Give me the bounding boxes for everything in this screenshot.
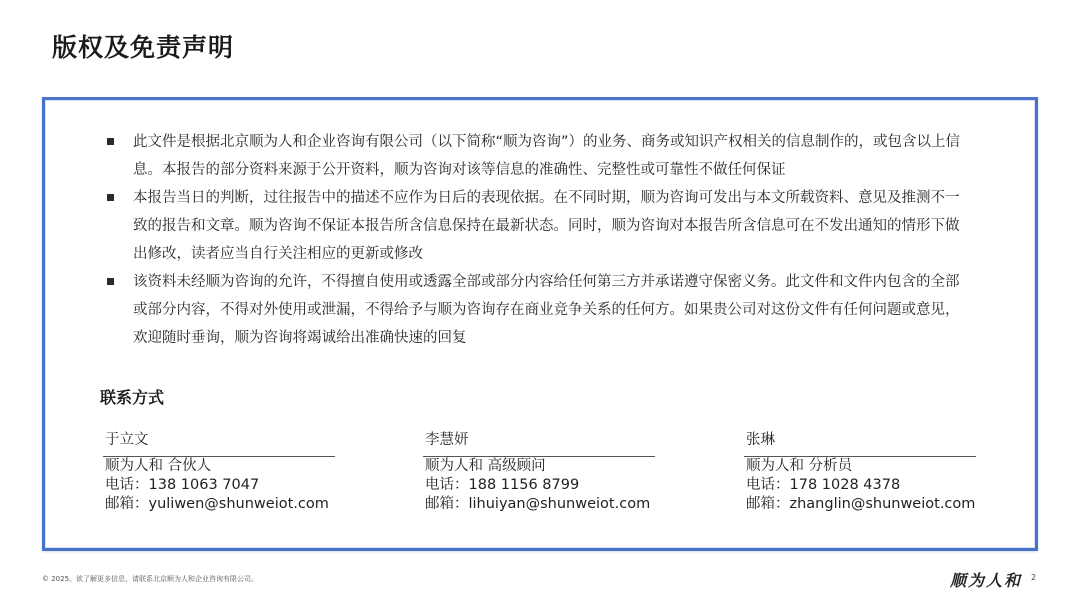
contact-card: [423, 430, 655, 514]
disclaimer-text: 本报告当日的判断，过往报告中的描述不应作为日后的表现依据。在不同时期，顺为咨询可发出与本文所载资料、意见及推测不一致的报告和文章。顺为咨询不保证本报告所含信息保持在最新状态。同时，顺为咨询对本报告所含信息可在不发出通知的情形下做出修改，读者应当自行关注相应的更新或修改: [133, 190, 960, 262]
contact-card: [103, 430, 335, 514]
contact-role: 顺为人和 合伙人: [105, 458, 212, 474]
contact-phone: 电话：188 1156 8799: [425, 477, 580, 493]
contact-email[interactable]: 邮箱：zhanglin@shunweiot.com: [746, 496, 976, 512]
contact-name: 于立文: [103, 430, 335, 457]
company-logo: 顺为人和: [950, 571, 1023, 590]
contact-email[interactable]: 邮箱：lihuiyan@shunweiot.com: [425, 496, 651, 512]
contact-email[interactable]: 邮箱：yuliwen@shunweiot.com: [105, 496, 329, 512]
square-bullet-icon: [107, 278, 114, 285]
contact-name: 张琳: [744, 430, 976, 457]
contact-role: 顺为人和 高级顾问: [425, 458, 546, 474]
square-bullet-icon: [107, 194, 114, 201]
disclaimer-frame: [42, 97, 1038, 551]
contact-name: 李慧妍: [423, 430, 655, 457]
page-title: 版权及免责声明: [52, 33, 235, 62]
disclaimer-text: 此文件是根据北京顺为人和企业咨询有限公司（以下简称“顺为咨询”）的业务、商务或知识产权相关的信息制作的，或包含以上信息。本报告的部分资料来源于公开资料，顺为咨询对该等信息的准确性、完整性或可靠性不做任何保证: [133, 134, 961, 178]
disclaimer-item: [107, 184, 967, 268]
disclaimer-text: 该资料未经顺为咨询的允许，不得擅自使用或透露全部或部分内容给任何第三方并承诺遵守保密义务。此文件和文件内包含的全部或部分内容，不得对外使用或泄漏，不得给予与顺为咨询存在商业竞争关系的任何方。如果贵公司对这份文件有任何问题或意见，欢迎随时垂询，顺为咨询将竭诚给出准确快速的回复: [133, 274, 960, 346]
contact-phone: 电话：138 1063 7047: [105, 477, 260, 493]
contacts-heading: 联系方式: [100, 388, 165, 407]
contact-role: 顺为人和 分析员: [746, 458, 853, 474]
copyright-note: © 2025。欲了解更多信息，请联系北京顺为人和企业咨询有限公司。: [42, 575, 259, 583]
disclaimer-list: [107, 128, 967, 352]
disclaimer-item: [107, 268, 967, 352]
disclaimer-item: [107, 128, 967, 184]
contact-card: [744, 430, 976, 514]
page-number: 2: [1031, 573, 1037, 582]
square-bullet-icon: [107, 138, 114, 145]
contact-phone: 电话：178 1028 4378: [746, 477, 901, 493]
